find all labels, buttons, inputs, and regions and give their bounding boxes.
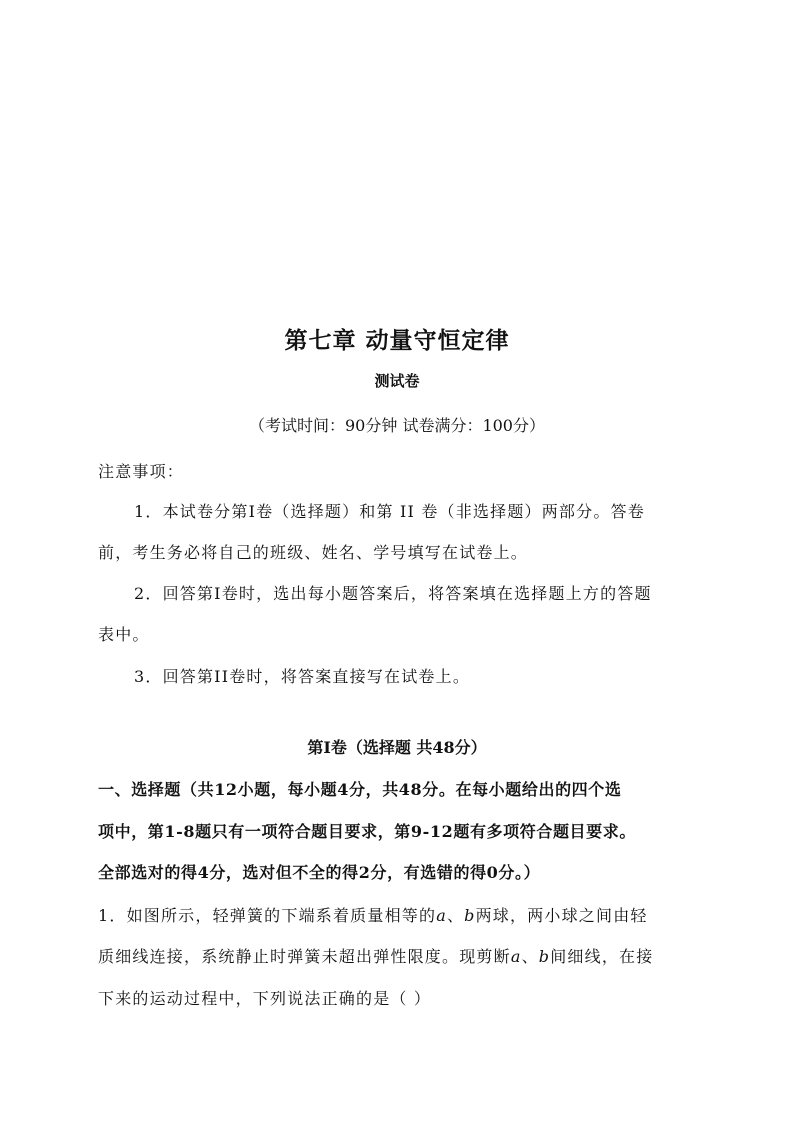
notice-item-2-line-1: 2．回答第Ⅰ卷时，选出每小题答案后，将答案填在选择题上方的答题 [134, 584, 652, 603]
variable-a: a [510, 947, 522, 966]
notice-item-1-line-1: 1．本试卷分第Ⅰ卷（选择题）和第 II 卷（非选择题）两部分。答卷 [134, 502, 645, 521]
notice-heading: 注意事项： [98, 462, 185, 481]
separator: 、 [446, 906, 465, 925]
part1-instructions-line-3: 全部选对的得4分，选对但不全的得2分，有选错的得0分。） [98, 863, 541, 882]
notice-item-1-line-2: 前，考生务必将自己的班级、姓名、学号填写在试卷上。 [98, 543, 529, 562]
page-subtitle: 测试卷 [374, 372, 420, 390]
question-1-line-3: 下来的运动过程中，下列说法正确的是（ ） [98, 989, 432, 1008]
variable-b: b [538, 947, 551, 966]
question-1-text-a: 1．如图所示，轻弹簧的下端系着质量相等的 [98, 906, 437, 925]
section-title: 第Ⅰ卷（选择题 共48分） [307, 738, 487, 757]
question-1-text-c: 质细线连接，系统静止时弹簧未超出弹性限度。现剪断 [98, 947, 511, 966]
variable-a: a [436, 906, 447, 925]
exam-info: （考试时间：90分钟 试卷满分：100分） [249, 416, 545, 435]
question-1-text-b: 两球，两小球之间由轻 [475, 906, 648, 925]
part1-instructions-line-1: 一、选择题（共12小题，每小题4分，共48分。在每小题给出的四个选 [98, 780, 622, 799]
part1-instructions-line-2: 项中，第1-8题只有一项符合题目要求，第9-12题有多项符合题目要求。 [98, 822, 636, 841]
question-1-line-2 [98, 944, 702, 967]
variable-b: b [464, 906, 476, 925]
notice-item-2-line-2: 表中。 [98, 625, 150, 644]
separator: 、 [521, 947, 539, 966]
question-1-text-d: 间细线，在接 [550, 947, 654, 966]
notice-item-3: 3．回答第II卷时，将答案直接写在试卷上。 [134, 667, 471, 686]
question-1-line-1 [98, 903, 702, 926]
page-title: 第七章 动量守恒定律 [284, 327, 510, 354]
